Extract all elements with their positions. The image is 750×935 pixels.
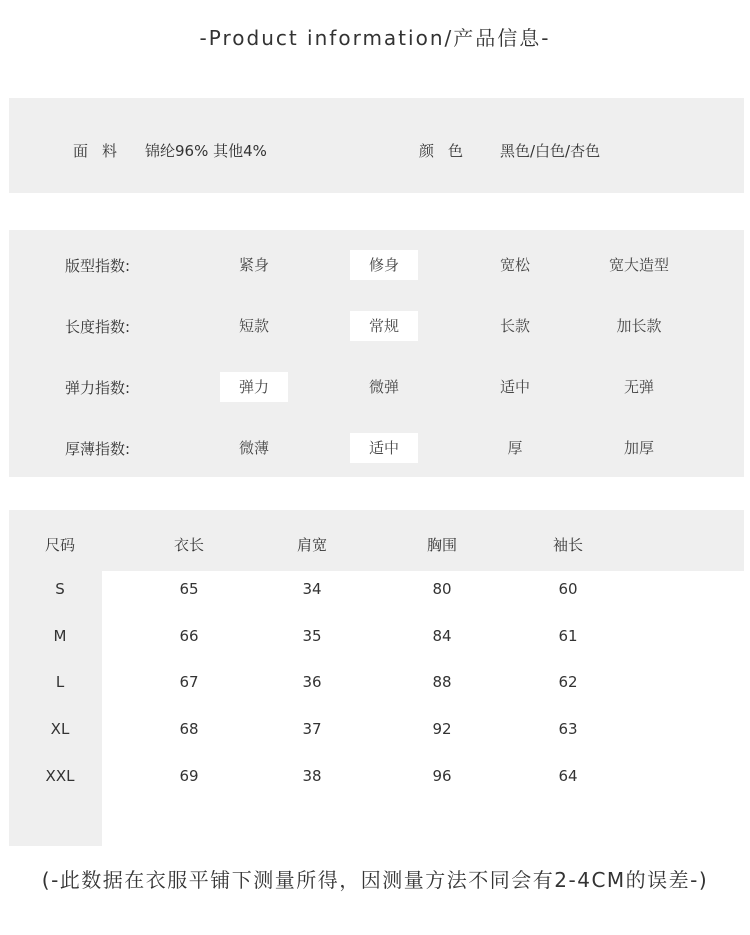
index-option-selected: 适中 <box>350 433 418 463</box>
index-option: 微薄 <box>238 439 269 457</box>
size-table-header: 衣长 <box>173 536 205 554</box>
size-value-cell: 36 <box>302 673 322 692</box>
size-value-cell: 67 <box>179 673 199 692</box>
size-value-cell: 88 <box>432 673 452 692</box>
size-value-cell: 62 <box>558 673 578 692</box>
fabric-value: 锦纶96% 其他4% <box>145 142 267 160</box>
size-value-cell: 96 <box>432 766 452 785</box>
material-panel <box>9 98 744 193</box>
color-label: 颜色 <box>419 142 478 160</box>
index-row <box>9 433 744 463</box>
size-value-cell: 80 <box>432 580 452 598</box>
size-label-cell: XL <box>50 720 70 739</box>
index-row-label: 厚薄指数: <box>65 440 131 458</box>
size-value-cell: 35 <box>302 626 322 645</box>
index-option: 微弹 <box>368 378 399 396</box>
size-label-cell: M <box>53 626 67 645</box>
index-option: 短款 <box>238 317 269 335</box>
size-value-cell: 69 <box>179 766 199 785</box>
index-option: 紧身 <box>238 256 269 274</box>
size-value-cell: 66 <box>179 626 199 645</box>
index-option: 宽松 <box>499 256 530 274</box>
measurement-note: (-此数据在衣服平铺下测量所得，因测量方法不同会有2-4CM的误差-) <box>41 868 709 892</box>
size-value-cell: 60 <box>558 580 578 598</box>
index-option: 厚 <box>507 439 523 457</box>
index-option: 加厚 <box>623 439 654 457</box>
index-option: 无弹 <box>623 378 654 396</box>
size-value-cell: 64 <box>558 766 578 785</box>
size-label-cell: S <box>55 580 65 598</box>
index-row-label: 版型指数: <box>65 257 131 275</box>
index-panel <box>9 230 744 477</box>
size-value-cell: 34 <box>302 580 322 598</box>
index-row-label: 长度指数: <box>65 318 131 336</box>
index-row-label: 弹力指数: <box>65 379 131 397</box>
index-row <box>9 372 744 402</box>
size-table-body <box>102 571 744 846</box>
index-option-selected: 修身 <box>350 250 418 280</box>
page-title: -Product information/产品信息- <box>199 26 551 50</box>
size-table-header: 尺码 <box>44 536 76 554</box>
index-option: 长款 <box>499 317 530 335</box>
size-value-cell: 65 <box>179 580 199 598</box>
index-row <box>9 250 744 280</box>
index-option-selected: 常规 <box>350 311 418 341</box>
size-table-header: 胸围 <box>426 536 458 554</box>
size-label-cell: L <box>55 673 65 692</box>
index-option: 加长款 <box>616 317 662 335</box>
size-table-header: 袖长 <box>552 536 584 554</box>
size-value-cell: 61 <box>558 626 578 645</box>
size-table-header: 肩宽 <box>296 536 328 554</box>
size-table <box>9 510 744 846</box>
index-option: 宽大造型 <box>608 256 669 274</box>
size-label-cell: XXL <box>45 766 75 785</box>
index-option-selected: 弹力 <box>220 372 288 402</box>
size-value-cell: 63 <box>558 720 578 739</box>
fabric-label: 面料 <box>73 142 132 160</box>
index-row <box>9 311 744 341</box>
size-value-cell: 37 <box>302 720 322 739</box>
color-value: 黑色/白色/杏色 <box>500 142 601 160</box>
size-value-cell: 92 <box>432 720 452 739</box>
size-value-cell: 84 <box>432 626 452 645</box>
size-value-cell: 38 <box>302 766 322 785</box>
size-value-cell: 68 <box>179 720 199 739</box>
index-option: 适中 <box>499 378 530 396</box>
